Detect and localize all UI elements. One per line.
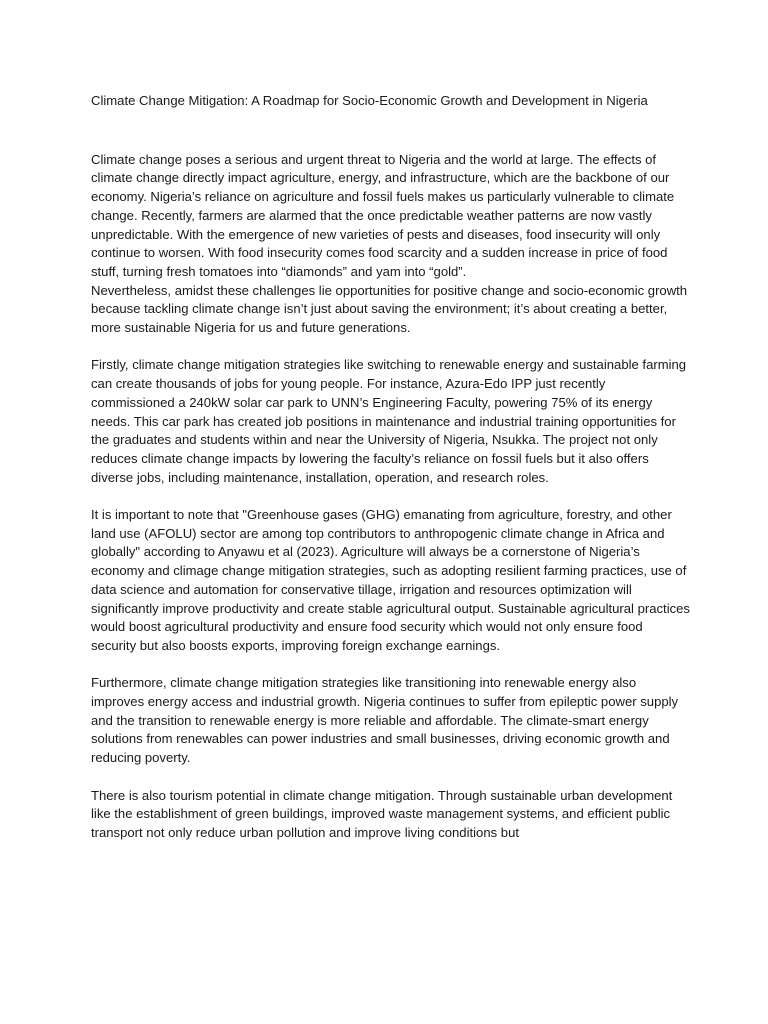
paragraph-nevertheless: Nevertheless, amidst these challenges lie opportunities for positive change and socio-economic growth because tackling climate change isn’t just about saving the environment; it’s about creating a better, more sustainable Nigeria for us and future generations. [91,282,688,336]
paragraph-jobs: Firstly, climate change mitigation strategies like switching to renewable energy and sustainable farming can create thousands of jobs for young people. For instance, Azura-Edo IPP just recently commissioned a 240kW solar car park to UNN’s Engineering Faculty, powering 75% of its energy needs. This car park has created job positions in maintenance and industrial training opportunities for the graduates and students within and near the University of Nigeria, Nsukka. The project not only reduces climate change impacts by lowering the faculty’s reliance on fossil fuels but it also offers diverse jobs, including maintenance, installation, operation, and research roles. [91,357,687,485]
paragraph-gap [91,338,691,357]
document-body [91,92,691,843]
paragraph-gap [91,487,691,506]
paragraph-tourism: There is also tourism potential in climate change mitigation. Through sustainable urban development like the establishment of green buildings, improved waste management systems, and efficient public transport not only reduce urban pollution and improve living conditions but [91,787,673,840]
document-title: Climate Change Mitigation: A Roadmap for Socio-Economic Growth and Development in Nigeria [91,93,648,108]
paragraph-intro: Climate change poses a serious and urgent threat to Nigeria and the world at large. The effects of climate change directly impact agriculture, energy, and infrastructure, which are the backbone of our economy. Nigeria’s reliance on agriculture and fossil fuels makes us particularly vulnerable to climate change. Recently, farmers are alarmed that the once predictable weather patterns are now vastly unpredictable. With the emergence of new varieties of pests and diseases, food insecurity will only continue to worsen. With food insecurity comes food scarcity and a sudden increase in price of food stuff, turning fresh tomatoes into “diamonds” and yam into “gold”. [91,151,675,279]
paragraph-gap [91,768,691,787]
paragraph-energy: Furthermore, climate change mitigation strategies like transitioning into renewable energy also improves energy access and industrial growth. Nigeria continues to suffer from epileptic power supply and the transition to renewable energy is more reliable and affordable. The climate-smart energy solutions from renewables can power industries and small businesses, driving economic growth and reducing poverty. [91,675,679,766]
paragraph-gap [91,656,691,675]
paragraph-agriculture: It is important to note that "Greenhouse gases (GHG) emanating from agriculture, forestry, and other land use (AFOLU) sector are among top contributors to anthropogenic climate change in Africa and globally" according to Anyawu et al (2023). Agriculture will always be a cornerstone of Nigeria’s economy and climage change mitigation strategies, such as adopting resilient farming practices, use of data science and automation for conservative tillage, irrigation and resources optimization will significantly improve productivity and create stable agricultural output. Sustainable agricultural practices would boost agricultural productivity and ensure food security which would not only ensure food security but also boosts exports, improving foreign exchange earnings. [91,507,690,653]
